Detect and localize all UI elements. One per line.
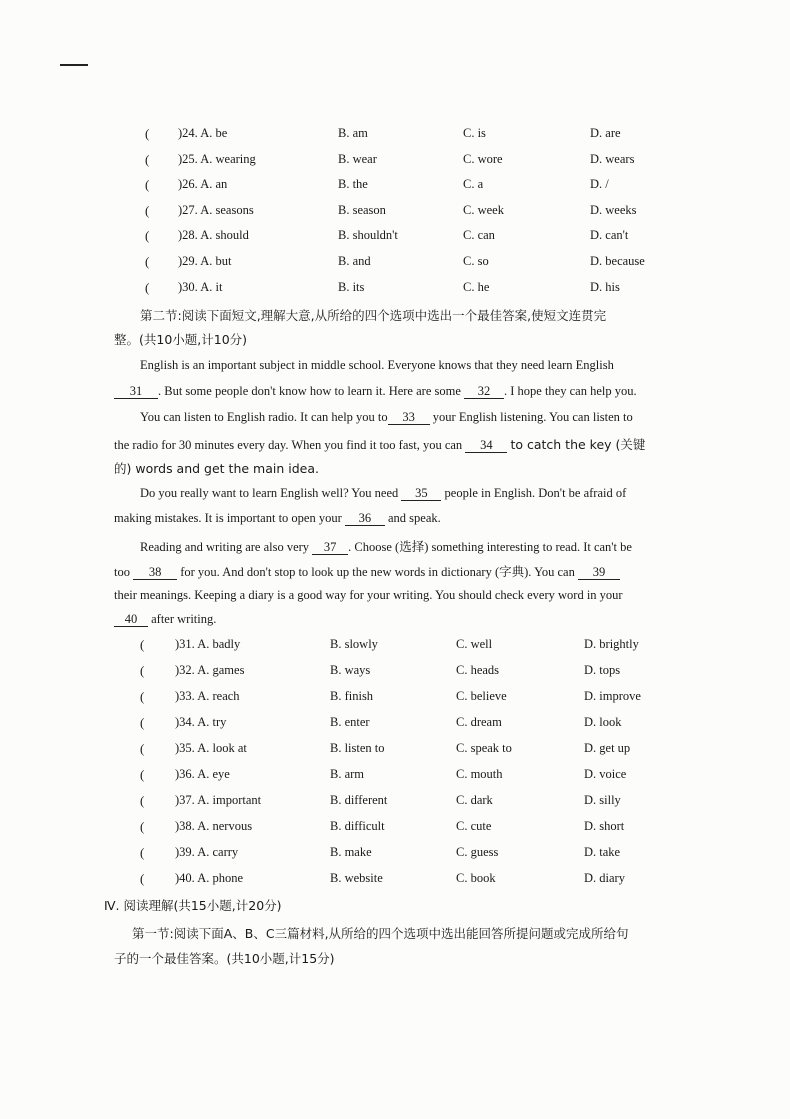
option-a: )27. A. seasons [178,202,254,217]
option-c: C. can [463,228,495,243]
corner-mark [60,64,88,66]
option-d: D. / [590,177,609,192]
option-a: )26. A. an [178,177,228,192]
section2-instruction-line1: 第二节:阅读下面短文,理解大意,从所给的四个选项中选出一个最佳答案,使短文连贯完 [140,308,607,323]
answer-paren: ( [145,279,150,295]
option-a: )25. A. wearing [178,151,256,166]
option-d: D. voice [584,767,627,781]
answer-paren: ( [145,151,150,167]
option-b: B. slowly [330,637,378,651]
option-b: B. wear [338,151,377,166]
option-d: D. diary [584,871,625,885]
blank-37: 37 [312,541,348,555]
option-b: B. different [330,793,388,807]
option-b: B. arm [330,767,365,781]
blank-39: 39 [578,566,620,580]
option-c: C. guess [456,845,499,859]
answer-paren: ( [140,663,145,678]
option-b: B. finish [330,689,374,703]
option-b: B. make [330,845,372,859]
option-a: )34. A. try [175,715,227,729]
blank-31: 31 [114,385,158,399]
option-c: C. cute [456,819,492,833]
option-d: D. silly [584,793,621,807]
option-c: C. believe [456,689,507,703]
option-b: B. am [338,126,368,140]
blank-33: 33 [388,411,430,425]
option-a: )29. A. but [178,254,232,268]
option-b: B. website [330,871,383,885]
option-c: C. heads [456,663,500,677]
answer-paren: ( [140,767,145,782]
option-c: C. dark [456,793,493,807]
option-a: )36. A. eye [175,767,230,781]
option-d: D. wears [590,151,635,166]
passage-line: You can listen to English radio. It can help you to 33 your English listening. You can listen to [140,410,633,424]
passage-line: 的) words and get the main idea. [114,461,319,476]
option-c: C. well [456,637,493,651]
section4-title: Ⅳ. 阅读理解(共15小题,计20分) [104,898,282,913]
passage-line: the radio for 30 minutes every day. When you find it too fast, you can 34 to catch the key (关键 [114,437,646,452]
option-a: )32. A. games [175,663,245,677]
blank-34: 34 [465,439,507,453]
passage-line: 40 after writing. [114,612,216,627]
answer-paren: ( [140,871,145,886]
answer-paren: ( [145,254,150,269]
option-a: )30. A. it [178,279,223,294]
passage-line: making mistakes. It is important to open your 36 and speak. [114,511,441,525]
answer-paren: ( [140,741,145,756]
option-a: )39. A. carry [175,845,239,859]
answer-paren: ( [140,845,145,860]
option-d: D. short [584,819,625,833]
option-b: B. shouldn't [338,228,398,243]
option-b: B. season [338,202,386,217]
option-d: D. weeks [590,202,637,217]
option-b: B. and [338,254,371,268]
answer-paren: ( [140,715,145,730]
option-c: C. wore [463,151,503,166]
passage-line: too 38 for you. And don't stop to look up the new words in dictionary (字典). You can 39 [114,562,620,580]
option-b: B. difficult [330,819,385,833]
section4-instruction-line2: 子的一个最佳答案。(共10小题,计15分) [114,951,335,966]
option-d: D. brightly [584,637,639,651]
option-b: B. the [338,177,368,192]
option-d: D. look [584,715,622,729]
option-d: D. his [590,279,620,294]
passage-line: English is an important subject in middle school. Everyone knows that they need learn English [140,358,614,372]
answer-paren: ( [145,228,150,244]
option-d: D. can't [590,228,629,243]
blank-40: 40 [114,613,148,627]
answer-paren: ( [140,793,145,808]
option-a: )31. A. badly [175,637,241,651]
option-c: C. book [456,871,496,885]
option-a: )38. A. nervous [175,819,253,833]
blank-38: 38 [133,566,177,580]
blank-32: 32 [464,385,504,399]
passage-line: 31 . But some people don't know how to learn it. Here are some 32 . I hope they can help you. [114,384,637,399]
option-c: C. mouth [456,767,503,781]
passage-line: Reading and writing are also very 37 . Choose (选择) something interesting to read. It can't be [140,540,632,554]
option-d: D. improve [584,689,641,703]
blank-36: 36 [345,512,385,526]
answer-paren: ( [145,126,150,141]
option-d: D. get up [584,741,631,755]
option-b: B. its [338,279,365,294]
option-c: C. a [463,177,484,192]
option-d: D. because [590,254,645,268]
option-a: )33. A. reach [175,689,240,703]
passage-line: Do you really want to learn English well? You need 35 people in English. Don't be afraid of [140,486,627,500]
option-c: C. he [463,279,490,294]
blank-35: 35 [401,487,441,501]
option-d: D. tops [584,663,621,677]
option-a: )24. A. be [178,126,228,140]
answer-paren: ( [140,637,145,652]
option-b: B. enter [330,715,370,729]
section4-instruction-line1: 第一节:阅读下面A、B、C三篇材料,从所给的四个选项中选出能回答所提问题或完成所给句 [132,926,629,941]
answer-paren: ( [140,689,145,704]
option-b: B. listen to [330,741,385,755]
passage-line: their meanings. Keeping a diary is a good way for your writing. You should check every word in your [114,588,623,602]
answer-paren: ( [145,177,150,193]
option-c: C. so [463,254,489,268]
section2-instruction-line2: 整。(共10小题,计10分) [114,332,248,347]
option-b: B. ways [330,663,371,677]
option-c: C. speak to [456,741,512,755]
option-a: )28. A. should [178,228,249,243]
option-c: C. is [463,126,486,140]
option-c: C. week [463,202,504,217]
answer-paren: ( [145,202,150,218]
option-c: C. dream [456,715,502,729]
option-a: )35. A. look at [175,741,247,755]
option-a: )40. A. phone [175,871,244,885]
option-d: D. take [584,845,621,859]
answer-paren: ( [140,819,145,834]
option-d: D. are [590,126,621,140]
option-a: )37. A. important [175,793,262,807]
